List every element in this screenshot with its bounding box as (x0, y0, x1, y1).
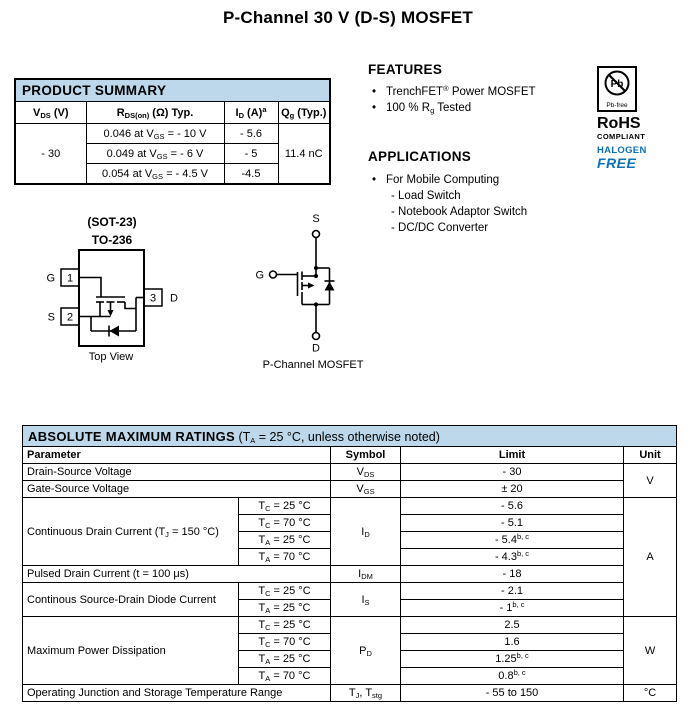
package-name: (SOT-23) (87, 215, 137, 229)
ps-id-cell: - 5 (224, 144, 278, 164)
internal-mosfet-drawing (79, 278, 144, 337)
symbol-cell: $V_{DS}$ (331, 464, 401, 481)
unit-cell: V (624, 464, 677, 498)
feature-text: TrenchFET® Power MOSFET (386, 84, 536, 98)
applications-heading: APPLICATIONS (368, 149, 472, 164)
application-subitem: - DC/DC Converter (391, 222, 489, 234)
col-header-symbol: Symbol (331, 447, 401, 464)
symbol-cell: $P_D$ (331, 617, 401, 685)
mosfet-symbol-caption: P-Channel MOSFET (262, 359, 364, 371)
symbol-cell: $T_J$, $T_{stg}$ (331, 685, 401, 702)
unit-cell: W (624, 617, 677, 685)
pb-free-icon (599, 68, 635, 110)
bullet-icon: • (372, 86, 377, 98)
ps-header-qg: $Q_g$ (Typ.) (278, 102, 330, 124)
application-subitem: - Notebook Adaptor Switch (391, 206, 528, 218)
symbol-cell: $V_{GS}$ (331, 481, 401, 498)
features-section (368, 62, 598, 116)
product-summary-caption: PRODUCT SUMMARY (15, 79, 330, 102)
drain-terminal (313, 333, 320, 340)
condition-cell: $T_C = 25$ °C (239, 498, 331, 515)
condition-cell: $T_A = 70$ °C (239, 549, 331, 566)
gate-trace (79, 278, 101, 298)
limit-cell: 1.25$^{b, c}$ (401, 651, 624, 668)
applications-list (368, 172, 608, 188)
body-diode (110, 326, 120, 337)
ps-vds-value: - 30 (15, 124, 86, 185)
halogen-label: HALOGEN (597, 145, 647, 156)
limit-cell: 0.8$^{b, c}$ (401, 668, 624, 685)
pb-free-text: Pb-free (606, 102, 628, 109)
limit-cell: - 55 to 150 (401, 685, 624, 702)
drain-terminal-label: D (312, 342, 320, 355)
limit-cell: - 18 (401, 566, 624, 583)
limit-cell: - 2.1 (401, 583, 624, 600)
application-text: For Mobile Computing (386, 174, 500, 186)
feature-item (368, 84, 598, 100)
col-header-unit: Unit (624, 447, 677, 464)
limit-cell: - 1$^{b, c}$ (401, 600, 624, 617)
product-summary-table (14, 78, 331, 185)
gate-terminal-label: G (255, 269, 264, 282)
condition-cell: $T_C = 25$ °C (239, 583, 331, 600)
limit-cell: - 4.3$^{b, c}$ (401, 549, 624, 566)
applications-section (368, 149, 608, 236)
gate-pin-label: G (46, 272, 55, 285)
source-pin-label: S (47, 311, 55, 324)
bullet-icon: • (372, 102, 377, 114)
ps-rds-cell: 0.054 at $V_{GS}$ = - 4.5 V (86, 164, 224, 185)
feature-item (368, 100, 598, 116)
package-diagram (30, 212, 230, 372)
halogen-free-label: FREE (597, 155, 637, 171)
source-terminal (313, 231, 320, 238)
ps-id-cell: -4.5 (224, 164, 278, 185)
limit-cell: - 30 (401, 464, 624, 481)
features-list (368, 84, 598, 116)
drain-contact (125, 302, 136, 309)
body-diode (325, 282, 335, 291)
limit-cell: - 5.1 (401, 515, 624, 532)
limit-cell: - 5.6 (401, 498, 624, 515)
mosfet-symbol-drawing (277, 238, 335, 333)
unit-cell: A (624, 498, 677, 617)
page-title: P-Channel 30 V (D-S) MOSFET (222, 8, 474, 27)
param-cell: Maximum Power Dissipation (23, 617, 239, 685)
feature-text: 100 % $R_g$ Tested (386, 102, 472, 115)
unit-cell: °C (624, 685, 677, 702)
package-code: TO-236 (91, 233, 133, 247)
ps-header-id: $I_D$ $(A)^a$ (224, 102, 278, 124)
body-arrow (308, 283, 315, 289)
ps-header-vds: $V_{DS}$ (V) (15, 102, 86, 124)
ps-id-cell: - 5.6 (224, 124, 278, 144)
condition-cell: $T_A = 25$ °C (239, 532, 331, 549)
top-view-label: Top View (88, 351, 134, 363)
ps-rds-cell: 0.049 at $V_{GS}$ = - 6 V (86, 144, 224, 164)
limit-cell: 1.6 (401, 634, 624, 651)
param-cell: Continuous Drain Current ($T_J = 150$ °C) (23, 498, 239, 566)
junction-dot (314, 302, 318, 306)
ps-header-rds: $R_{DS(on)}$ (Ω) Typ. (86, 102, 224, 124)
symbol-cell: $I_S$ (331, 583, 401, 617)
gate-terminal (270, 271, 277, 278)
rohs-compliant-label: COMPLIANT (597, 132, 646, 141)
param-cell: Continous Source-Drain Diode Current (23, 583, 239, 617)
mosfet-symbol (240, 210, 380, 380)
junction-dot (314, 274, 318, 278)
pb-free-logo (597, 66, 637, 112)
source-terminal-label: S (312, 213, 320, 225)
application-item (368, 172, 608, 188)
application-subitem: - Load Switch (391, 190, 461, 202)
abs-max-caption: ABSOLUTE MAXIMUM RATINGS ($T_A = 25$ °C, unless otherwise noted) (23, 426, 677, 447)
condition-cell: $T_C = 25$ °C (239, 617, 331, 634)
limit-cell: ± 20 (401, 481, 624, 498)
symbol-cell: $I_D$ (331, 498, 401, 566)
compliance-block (597, 66, 675, 171)
condition-cell: $T_A = 25$ °C (239, 600, 331, 617)
condition-cell: $T_A = 70$ °C (239, 668, 331, 685)
pin-1-number: 1 (66, 272, 74, 285)
param-cell: Drain-Source Voltage (23, 464, 331, 481)
drain-pin-label: D (170, 292, 178, 305)
condition-cell: $T_C = 70$ °C (239, 634, 331, 651)
symbol-cell: $I_{DM}$ (331, 566, 401, 583)
junction-dot (314, 266, 318, 270)
rohs-label: RoHS (597, 115, 641, 132)
features-heading: FEATURES (368, 62, 443, 77)
limit-cell: - 5.4$^{b, c}$ (401, 532, 624, 549)
pb-text: Pb (610, 79, 624, 90)
pin-3-number: 3 (149, 292, 157, 305)
param-cell: Gate-Source Voltage (23, 481, 331, 498)
param-cell: Operating Junction and Storage Temperature Range (23, 685, 331, 702)
param-cell: Pulsed Drain Current (t = 100 μs) (23, 566, 331, 583)
body-arrow (108, 310, 114, 317)
col-header-limit: Limit (401, 447, 624, 464)
ps-rds-cell: 0.046 at $V_{GS}$ = - 10 V (86, 124, 224, 144)
absolute-maximum-ratings-table (22, 425, 677, 702)
condition-cell: $T_C = 70$ °C (239, 515, 331, 532)
condition-cell: $T_A = 25$ °C (239, 651, 331, 668)
limit-cell: 2.5 (401, 617, 624, 634)
applications-sublist (368, 188, 608, 236)
bullet-icon: • (372, 174, 377, 186)
pin-2-number: 2 (66, 311, 74, 324)
col-header-parameter: Parameter (23, 447, 331, 464)
ps-qg-value: 11.4 nC (278, 124, 330, 185)
